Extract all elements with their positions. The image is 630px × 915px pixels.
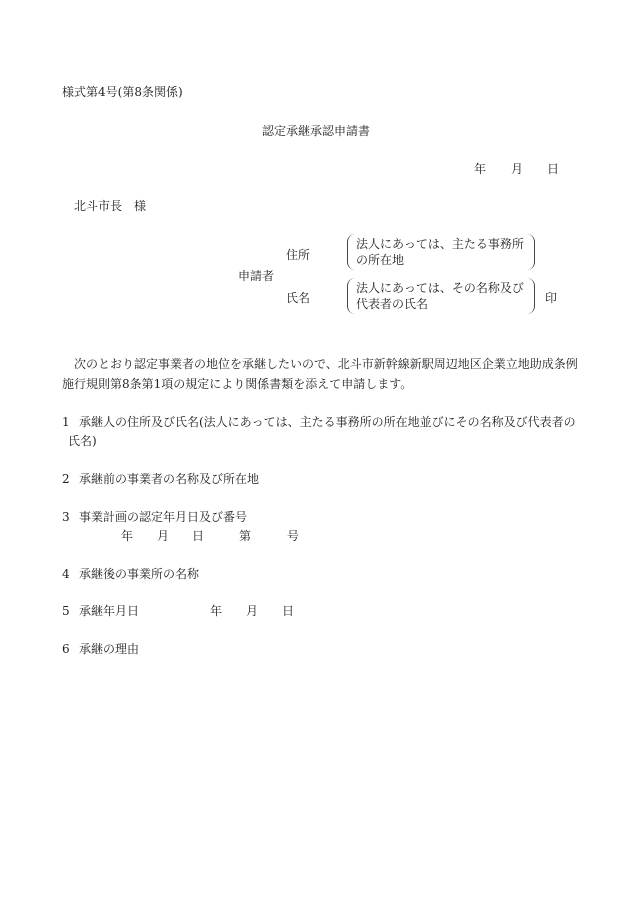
item5-day: 日 xyxy=(282,604,295,618)
item3-day: 日 xyxy=(192,529,205,543)
name-label: 氏名 xyxy=(286,291,311,305)
body-line2: 施行規則第8条第1項の規定により関係書類を添えて申請します。 xyxy=(62,377,413,391)
name-note-bracket xyxy=(347,278,535,314)
item-text: 承継年月日 xyxy=(79,604,140,618)
item5-month: 月 xyxy=(246,604,259,618)
address-label: 住所 xyxy=(286,248,311,262)
item-number: 1 xyxy=(62,415,70,429)
item-number: 3 xyxy=(62,510,70,524)
date-day: 日 xyxy=(547,162,560,176)
item3-month: 月 xyxy=(157,529,170,543)
seal-mark: 印 xyxy=(545,291,558,305)
item-number: 6 xyxy=(62,642,70,656)
name-note-line2: 代表者の氏名 xyxy=(356,297,429,311)
item-text-line2: 氏名) xyxy=(68,434,97,448)
address-note-line2: の所在地 xyxy=(356,253,405,267)
item5-year: 年 xyxy=(210,604,223,618)
form-number: 様式第4号(第8条関係) xyxy=(62,85,183,99)
item-text: 承継前の事業者の名称及び所在地 xyxy=(79,472,260,486)
item-number: 4 xyxy=(62,567,70,581)
item-text: 承継後の事業所の名称 xyxy=(79,567,200,581)
addressee: 北斗市長 様 xyxy=(74,199,147,213)
item-number: 2 xyxy=(62,472,70,486)
address-note-line1: 法人にあっては、主たる事務所 xyxy=(356,237,524,251)
date-year: 年 xyxy=(474,162,487,176)
date-month: 月 xyxy=(511,162,524,176)
item3-year: 年 xyxy=(121,529,134,543)
item-text: 承継の理由 xyxy=(79,642,140,656)
body-line1: 次のとおり認定事業者の地位を承継したいので、北斗市新幹線新駅周辺地区企業立地助成条例 xyxy=(74,357,578,371)
item3-dai: 第 xyxy=(239,529,252,543)
document-title: 認定承継承認申請書 xyxy=(262,124,371,138)
item3-go: 号 xyxy=(287,529,300,543)
name-note xyxy=(356,280,524,312)
address-note-bracket xyxy=(347,234,535,270)
address-note xyxy=(356,236,524,268)
applicant-label: 申請者 xyxy=(238,269,275,283)
item-text-line1: 承継人の住所及び氏名(法人にあっては、主たる事務所の所在地並びにその名称及び代表者の xyxy=(79,415,576,429)
item-text: 事業計画の認定年月日及び番号 xyxy=(79,510,248,524)
item-number: 5 xyxy=(62,604,70,618)
name-note-line1: 法人にあっては、その名称及び xyxy=(356,281,524,295)
